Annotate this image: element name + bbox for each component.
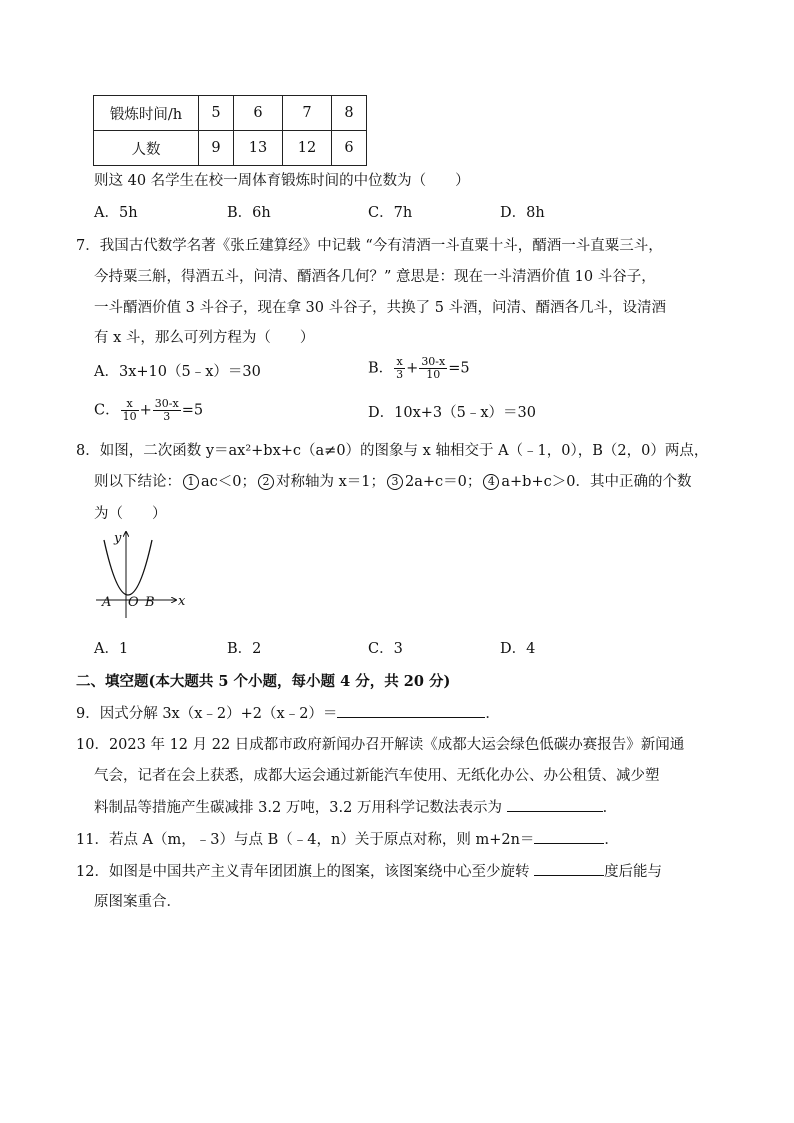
- numerator: x: [121, 398, 139, 411]
- answer-blank[interactable]: [534, 861, 604, 876]
- denominator: 10: [122, 410, 137, 423]
- q8-option-c: C．3: [368, 641, 403, 657]
- x-axis-label: x: [178, 594, 186, 609]
- fraction: [394, 356, 405, 381]
- fraction: [153, 398, 181, 423]
- q12-line-1: [76, 861, 662, 882]
- conclusion-3: 2a+c＝0；: [405, 474, 482, 490]
- parabola-curve: [104, 540, 152, 595]
- answer-blank[interactable]: [507, 797, 603, 812]
- denominator: 3: [163, 410, 171, 423]
- q8-option-b: B．2: [227, 641, 262, 657]
- q11-line: [76, 829, 619, 850]
- q8-option-a: A．1: [94, 641, 129, 657]
- denominator: 3: [396, 368, 404, 381]
- answer-blank[interactable]: [534, 829, 604, 844]
- q8-line-1: 8．如图，二次函数 y＝ax²+bx+c（a≠0）的图象与 x 轴相交于 A（﹣1，0），B（2，0）两点，: [76, 443, 709, 459]
- table-cell: 13: [234, 131, 283, 166]
- q6-option-a: A．5h: [94, 205, 138, 221]
- q7-option-a: A．3x+10（5﹣x）＝30: [94, 364, 261, 380]
- q7-line-1: 7．我国古代数学名著《张丘建算经》中记载 “今有清酒一斗直粟十斗，醑酒一斗直粟三斗，: [76, 238, 663, 254]
- q12-text-cont: 度后能与: [604, 864, 663, 880]
- q7-line-4: 有 x 斗，那么可列方程为（ ）: [94, 330, 315, 346]
- q12-line-2: 原图案重合．: [94, 894, 181, 910]
- q10-line-3: [94, 797, 617, 818]
- q8-line-2: [94, 472, 691, 492]
- exercise-time-table: [93, 95, 367, 166]
- numerator: 30-x: [154, 397, 179, 410]
- q10-line-2: 气会，记者在会上获悉，成都大运会通过新能汽车使用、无纸化办公、办公租赁、减少塑: [94, 768, 660, 784]
- q6-option-b: B．6h: [227, 205, 271, 221]
- q8-line-3: 为（ ）: [94, 506, 167, 522]
- option-letter: C．: [94, 402, 120, 419]
- point-b-label: B: [145, 595, 155, 610]
- table-cell: 6: [332, 131, 367, 166]
- origin-label: O: [128, 595, 139, 610]
- equation-rhs: =5: [181, 402, 204, 419]
- conclusion-1: ac＜0；: [201, 474, 256, 490]
- q7-option-c: C． $\frac{x}{10}$ + $\frac{30-x}{3}$ =5: [94, 397, 204, 423]
- point-a-label: A: [102, 595, 112, 610]
- table-cell: 12: [283, 131, 332, 166]
- table-header-cell: 人数: [94, 131, 199, 166]
- table-cell: 8: [332, 96, 367, 131]
- text: 则以下结论：: [94, 474, 181, 490]
- answer-blank[interactable]: [337, 703, 485, 718]
- fraction: [419, 356, 447, 381]
- fraction: [121, 398, 139, 423]
- table-row: [94, 96, 367, 131]
- q7-option-d: D．10x+3（5﹣x）＝30: [368, 405, 536, 421]
- equation-rhs: =5: [448, 360, 470, 377]
- q9-end: ．: [485, 706, 500, 722]
- q10-end: ．: [602, 800, 618, 816]
- q10-text: 料制品等措施产生碳减排 3.2 万吨，3.2 万用科学记数法表示为: [94, 800, 507, 816]
- q9-text: 9．因式分解 3x（x﹣2）+2（x﹣2）＝: [76, 706, 338, 722]
- conclusion-4: a+b+c＞0．其中正确的个数: [501, 474, 692, 490]
- table-header-cell: 锻炼时间/h: [94, 96, 199, 131]
- circled-number: 3: [387, 474, 403, 490]
- q6-stem: 则这 40 名学生在校一周体育锻炼时间的中位数为（ ）: [94, 173, 470, 189]
- conclusion-2: 对称轴为 x＝1；: [276, 474, 386, 490]
- circled-number: 1: [183, 474, 199, 490]
- option-letter: B．: [368, 360, 394, 377]
- table-cell: 9: [199, 131, 234, 166]
- q12-text: 12．如图是中国共产主义青年团团旗上的图案，该图案绕中心至少旋转: [76, 864, 535, 880]
- table-row: [94, 131, 367, 166]
- y-axis-label: y: [114, 531, 122, 546]
- q6-option-d: D．8h: [500, 205, 545, 221]
- table-cell: 5: [199, 96, 234, 131]
- parabola-graph: [94, 526, 194, 621]
- q7-option-b: B． $\frac{x}{3}$ + $\frac{30-x}{10}$ =5: [368, 355, 470, 381]
- q11-end: ．: [604, 832, 619, 848]
- circled-number: 2: [258, 474, 274, 490]
- q10-line-1: 10．2023 年 12 月 22 日成都市政府新闻办召开解读《成都大运会绿色低碳办赛报告》新闻通: [76, 737, 685, 753]
- numerator: 30-x: [421, 355, 446, 368]
- table-cell: 7: [283, 96, 332, 131]
- q8-option-d: D．4: [500, 641, 536, 657]
- q7-line-3: 一斗醑酒价值 3 斗谷子，现在拿 30 斗谷子，共换了 5 斗酒，问清、醑酒各几斗，设清酒: [94, 300, 667, 316]
- section-title: 二、填空题(本大题共 5 个小题，每小题 4 分，共 20 分): [76, 673, 451, 690]
- circled-number: 4: [483, 474, 499, 490]
- q9-line: [76, 703, 500, 724]
- q7-line-2: 今持粟三斛，得酒五斗，问清、醑酒各几何？” 意思是：现在一斗清酒价值 10 斗谷子，: [94, 269, 656, 285]
- q6-option-c: C．7h: [368, 205, 413, 221]
- table-cell: 6: [234, 96, 283, 131]
- numerator: x: [394, 356, 405, 369]
- denominator: 10: [426, 368, 441, 381]
- q11-text: 11．若点 A（m，﹣3）与点 B（﹣4，n）关于原点对称，则 m+2n＝: [76, 832, 535, 848]
